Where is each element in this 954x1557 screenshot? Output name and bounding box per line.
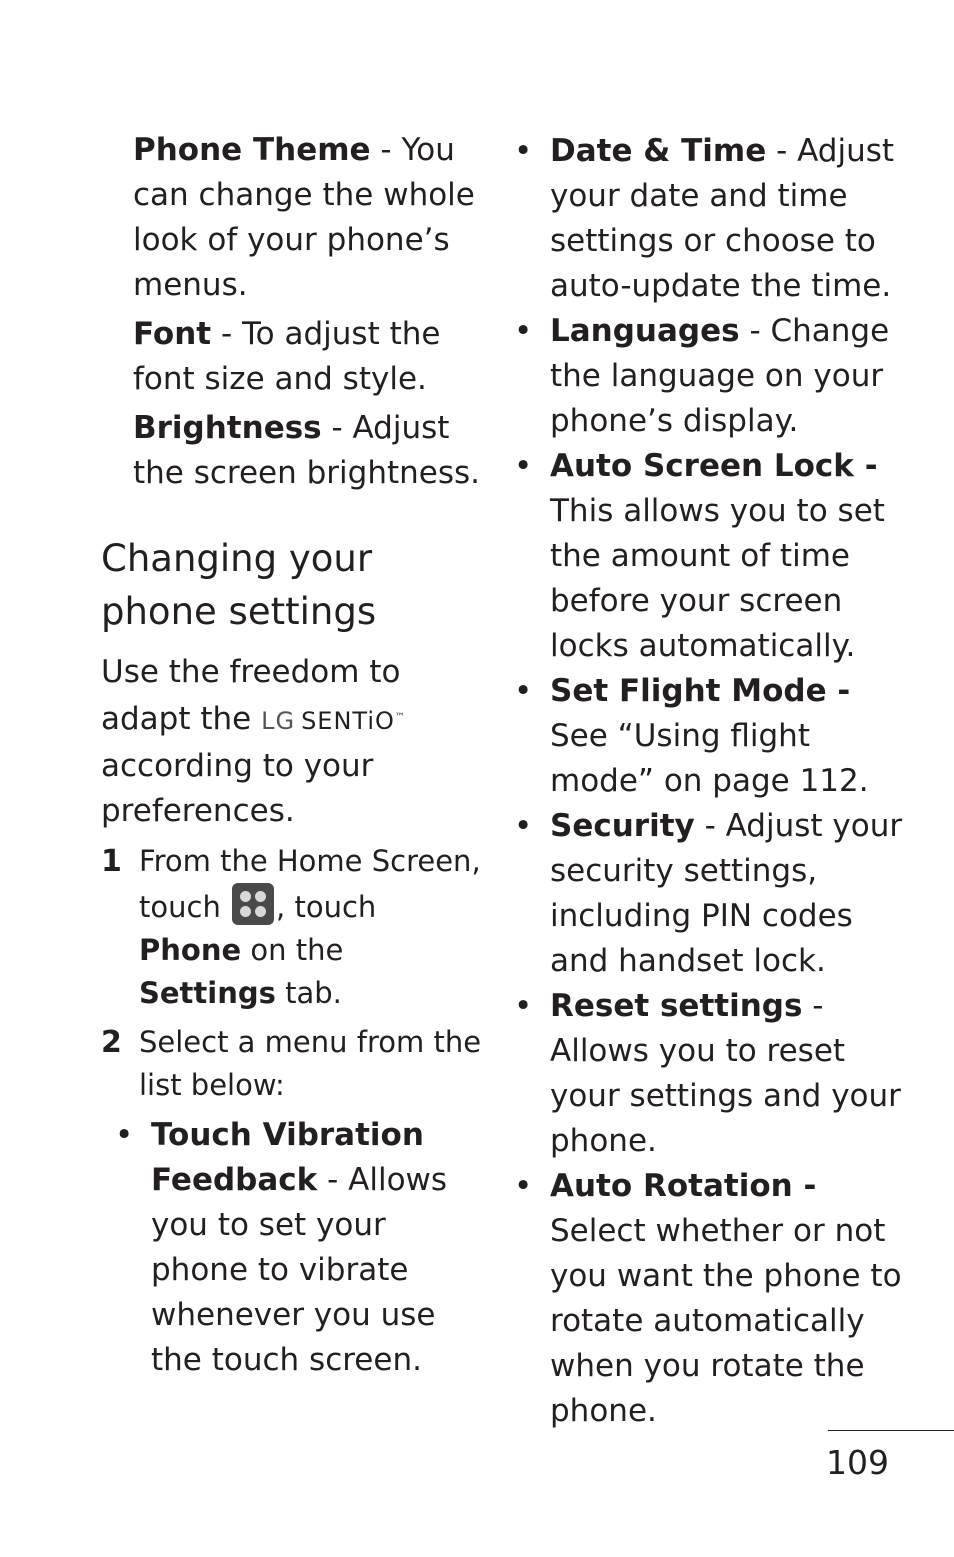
bullet-touch-vibration <box>113 1113 486 1383</box>
step-2 <box>101 1021 486 1107</box>
definition-font <box>101 312 486 402</box>
term-description: Select whether or not you want the phone to rotate automatically when you rotate the phone. <box>550 1213 902 1429</box>
step-1 <box>101 840 486 1015</box>
term: Touch Vibration Feedback <box>151 1117 424 1198</box>
bullet-dot: • <box>514 673 533 709</box>
bullet-dot: • <box>514 313 533 349</box>
logo-name: SENTiO <box>301 707 395 735</box>
term: Font <box>133 316 212 352</box>
right-column <box>512 129 912 1434</box>
term-description: - Adjust your security settings, including PIN codes and handset lock. <box>550 808 903 979</box>
term: Phone Theme <box>133 132 371 168</box>
phone-label: Phone <box>139 933 242 967</box>
section-heading: Changing your phone settings <box>101 537 377 633</box>
term: Set Flight Mode - <box>550 673 851 709</box>
term-description: - Adjust the screen brightness. <box>133 410 481 491</box>
logo-lg: LG <box>261 707 296 735</box>
bullet-auto-screen-lock <box>512 444 912 669</box>
term: Reset settings <box>550 988 803 1024</box>
bullet-set-flight-mode <box>512 669 912 804</box>
bullet-security <box>512 804 912 984</box>
term-description: See “Using flight mode” on page 112. <box>550 718 869 799</box>
step-text: , touch <box>276 890 377 924</box>
term: Brightness <box>133 410 322 446</box>
page-number: 109 <box>826 1443 889 1482</box>
intro-text: Use the freedom to adapt the <box>101 654 401 737</box>
left-column <box>101 128 486 1383</box>
term-description: This allows you to set the amount of time before your screen locks automatically. <box>550 493 885 664</box>
bullet-dot: • <box>115 1117 134 1153</box>
bullet-dot: • <box>514 133 533 169</box>
term-description: - Change the language on your phone’s display. <box>550 313 890 439</box>
term: Auto Screen Lock - <box>550 448 878 484</box>
bullet-auto-rotation <box>512 1164 912 1434</box>
intro-paragraph <box>101 650 486 834</box>
step-text: tab. <box>285 976 342 1010</box>
applications-icon <box>232 883 274 925</box>
step-text: on the <box>250 933 344 967</box>
bullet-dot: • <box>514 808 533 844</box>
term: Auto Rotation - <box>550 1168 817 1204</box>
lg-sentio-logo <box>261 707 406 735</box>
page-number-rule <box>828 1430 954 1431</box>
term: Security <box>550 808 695 844</box>
logo-tm: ™ <box>394 712 406 723</box>
bullet-dot: • <box>514 988 533 1024</box>
term-description: - Allows you to set your phone to vibrate whenever you use the touch screen. <box>151 1162 448 1378</box>
settings-label: Settings <box>139 976 276 1010</box>
step-text: From the Home Screen, touch <box>139 844 481 924</box>
term-description: - Allows you to reset your settings and your phone. <box>550 988 901 1159</box>
bullet-reset-settings <box>512 984 912 1164</box>
step-number: 2 <box>101 1025 122 1060</box>
definition-phone-theme <box>101 128 486 308</box>
term-description: - You can change the whole look of your phone’s menus. <box>133 132 475 303</box>
term-description: - Adjust your date and time settings or choose to auto-update the time. <box>550 133 895 304</box>
intro-text: according to your preferences. <box>101 748 374 829</box>
step-text: Select a menu from the list below: <box>139 1025 482 1102</box>
bullet-dot: • <box>514 448 533 484</box>
term: Date & Time <box>550 133 767 169</box>
bullet-dot: • <box>514 1168 533 1204</box>
bullet-date-time <box>512 129 912 309</box>
definition-brightness <box>101 406 486 496</box>
term: Languages <box>550 313 740 349</box>
step-number: 1 <box>101 844 122 879</box>
bullet-languages <box>512 309 912 444</box>
term-description: - To adjust the font size and style. <box>133 316 441 397</box>
